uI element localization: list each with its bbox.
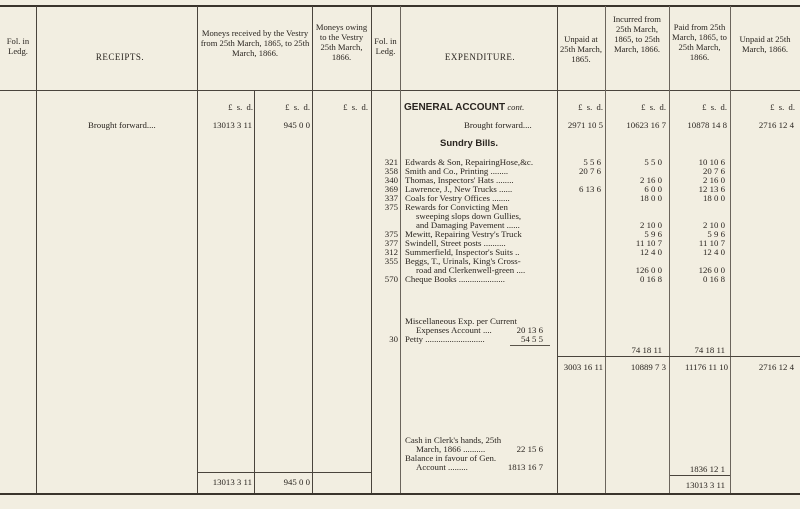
misc-line1: Miscellaneous Exp. per Current — [405, 316, 517, 326]
bf-unpaid-1866: 2716 12 4 — [758, 120, 794, 130]
header-paid-from: Paid from 25th March, 1865, to 25th March, 1866. — [672, 22, 727, 62]
receipts-brought-forward-label: Brought forward.... — [88, 120, 156, 130]
currency-header: £ s. d. — [702, 102, 727, 112]
bf-unpaid-1865: 2971 10 5 — [567, 120, 603, 130]
row-paid: 18 0 0 — [703, 193, 725, 203]
misc-line2: Expenses Account .... — [416, 325, 492, 335]
currency-header: £ s. d. — [228, 102, 253, 112]
row-fol: 355 — [384, 256, 398, 266]
row-description: Thomas, Inspectors' Hats ........ — [405, 175, 514, 185]
row-fol: 340 — [384, 175, 398, 185]
currency-header: £ s. d. — [578, 102, 603, 112]
row-fol: 312 — [384, 247, 398, 257]
currency-header: £ s. d. — [770, 102, 795, 112]
row-paid: 2 16 0 — [703, 175, 725, 185]
misc-incurred: 74 18 11 — [631, 345, 662, 355]
misc-petty: Petty ........................... — [405, 334, 485, 344]
row-unpaid-1865: 5 5 6 — [583, 157, 601, 167]
total-paid: 11176 11 10 — [684, 362, 728, 372]
row-paid: 126 0 0 — [698, 265, 725, 275]
row-incurred: 2 10 0 — [640, 220, 662, 230]
total-unpaid-1865: 3003 16 11 — [563, 362, 603, 372]
row-fol: 321 — [384, 157, 398, 167]
section-title: GENERAL ACCOUNT cont. — [404, 102, 525, 113]
row-description: Swindell, Street posts .......... — [405, 238, 506, 248]
receipts-total-owing: 945 0 0 — [283, 477, 310, 487]
row-description: Beggs, T., Urinals, King's Cross- — [405, 256, 521, 266]
receipts-total-received: 13013 3 11 — [212, 477, 252, 487]
header-unpaid-1865: Unpaid at 25th March, 1865. — [559, 34, 602, 64]
col-rule — [312, 6, 313, 493]
header-fol-left: Fol. in Ledg. — [6, 36, 30, 56]
row-paid: 0 16 8 — [703, 274, 725, 284]
cash-paid: 1836 12 1 — [689, 464, 725, 474]
header-unpaid-1866: Unpaid at 25th March, 1866. — [739, 34, 791, 54]
row-description: road and Clerkenwell-green .... — [416, 265, 526, 275]
row-incurred: 18 0 0 — [640, 193, 662, 203]
col-rule — [730, 6, 731, 493]
row-fol: 337 — [384, 193, 398, 203]
paid-total-rule — [670, 475, 730, 476]
sundry-bills-title: Sundry Bills. — [440, 138, 499, 149]
header-moneys-owing: Moneys owing to the Vestry 25th March, 1866. — [315, 22, 368, 62]
col-rule — [400, 6, 401, 493]
row-paid: 10 10 6 — [698, 157, 725, 167]
expenditure-brought-forward-label: Brought forward.... — [464, 120, 532, 130]
col-rule — [557, 6, 558, 493]
row-paid: 12 13 6 — [698, 184, 725, 194]
totals-rule — [558, 356, 800, 357]
currency-header: £ s. d. — [343, 102, 368, 112]
row-fol: 375 — [384, 229, 398, 239]
bf-paid: 10878 14 8 — [687, 120, 727, 130]
row-description: Mewitt, Repairing Vestry's Truck — [405, 229, 522, 239]
total-unpaid-1866: 2716 12 4 — [758, 362, 794, 372]
row-fol: 369 — [384, 184, 398, 194]
row-incurred: 11 10 7 — [635, 238, 662, 248]
row-unpaid-1865: 20 7 6 — [579, 166, 601, 176]
owing-amount: 945 0 0 — [283, 120, 310, 130]
row-paid: 12 4 0 — [703, 247, 725, 257]
cash-line1: Cash in Clerk's hands, 25th — [405, 435, 502, 445]
header-expenditure: EXPENDITURE. — [444, 52, 516, 62]
row-fol: 377 — [384, 238, 398, 248]
header-receipts: RECEIPTS. — [95, 52, 145, 62]
row-description: Coals for Vestry Offices ........ — [405, 193, 510, 203]
row-description: Lawrence, J., New Trucks ...... — [405, 184, 513, 194]
cash-line4: Account ......... — [416, 462, 468, 472]
row-description: Smith and Co., Printing ........ — [405, 166, 509, 176]
receipts-total-rule — [198, 472, 371, 473]
row-description: Rewards for Convicting Men — [405, 202, 508, 212]
cash-line3: Balance in favour of Gen. — [405, 453, 497, 463]
bf-incurred: 10623 16 7 — [626, 120, 666, 130]
cash-line4-amount: 1813 16 7 — [507, 462, 543, 472]
row-description: sweeping slops down Gullies, — [416, 211, 522, 221]
row-paid: 20 7 6 — [703, 166, 725, 176]
row-incurred: 126 0 0 — [635, 265, 662, 275]
row-incurred: 6 0 0 — [644, 184, 662, 194]
row-incurred: 5 9 6 — [644, 229, 662, 239]
total-incurred: 10889 7 3 — [630, 362, 666, 372]
currency-header: £ s. d. — [285, 102, 310, 112]
misc-line2-amount: 20 13 6 — [516, 325, 543, 335]
row-fol: 375 — [384, 202, 398, 212]
grand-total-paid: 13013 3 11 — [685, 480, 725, 490]
header-incurred: Incurred from 25th March, 1865, to 25th March, 1866. — [613, 14, 661, 54]
row-description: Summerfield, Inspector's Suits .. — [405, 247, 520, 257]
row-fol: 570 — [384, 274, 398, 284]
row-paid: 5 9 6 — [707, 229, 725, 239]
row-incurred: 12 4 0 — [640, 247, 662, 257]
col-rule — [197, 6, 198, 493]
row-description: Edwards & Son, RepairingHose,&c. — [405, 157, 534, 167]
bottom-rule — [0, 493, 800, 495]
received-amount: 13013 3 11 — [212, 120, 252, 130]
header-fol-mid: Fol. in Ledg. — [374, 36, 397, 56]
cash-line2: March, 1866 .......... — [416, 444, 486, 454]
col-rule — [254, 90, 255, 493]
row-paid: 11 10 7 — [698, 238, 725, 248]
row-fol: 358 — [384, 166, 398, 176]
misc-petty-amount: 54 5 5 — [521, 334, 543, 344]
row-description: and Damaging Pavement ...... — [416, 220, 520, 230]
row-paid: 2 10 0 — [703, 220, 725, 230]
misc-paid: 74 18 11 — [694, 345, 725, 355]
row-description: Cheque Books ..................... — [405, 274, 505, 284]
row-incurred: 2 16 0 — [640, 175, 662, 185]
cash-line2-amount: 22 15 6 — [516, 444, 543, 454]
misc-subtotal-rule — [510, 345, 550, 346]
currency-header: £ s. d. — [641, 102, 666, 112]
row-unpaid-1865: 6 13 6 — [579, 184, 601, 194]
misc-fol: 30 — [389, 334, 398, 344]
row-incurred: 0 16 8 — [640, 274, 662, 284]
row-incurred: 5 5 0 — [644, 157, 662, 167]
col-rule — [371, 6, 372, 493]
header-moneys-received: Moneys received by the Vestry from 25th March, 1865, to 25th March, 1866. — [200, 28, 310, 58]
col-rule — [36, 6, 37, 493]
